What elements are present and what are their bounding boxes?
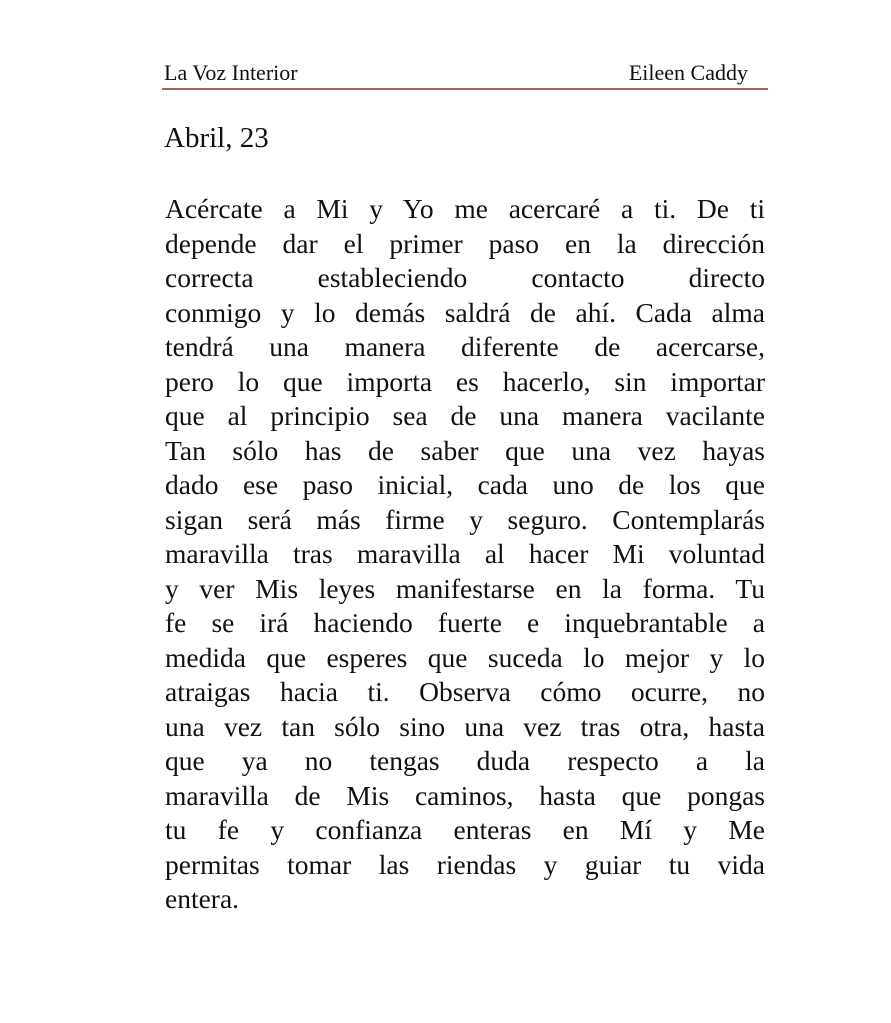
body-line: que ya no tengas duda respecto a la <box>165 745 765 776</box>
body-line: entera. <box>165 883 240 914</box>
body-line: Acércate a Mi y Yo me acercaré a ti. De ti <box>165 193 765 224</box>
body-line: y ver Mis leyes manifestarse en la forma. Tu <box>165 572 765 604</box>
body-line: maravilla tras maravilla al hacer Mi voluntad <box>165 538 765 569</box>
body-line: una vez tan sólo sino una vez tras otra, hasta <box>165 710 765 742</box>
body-line: permitas tomar las riendas y guiar tu vida <box>165 848 765 880</box>
body-line: Tan sólo has de saber que una vez hayas <box>165 434 765 466</box>
body-line: maravilla de Mis caminos, hasta que pongas <box>165 779 765 811</box>
body-line: tu fe y confianza enteras en Mí y Me <box>165 814 765 845</box>
body-line: tendrá una manera diferente de acercarse, <box>165 331 765 362</box>
body-line: conmigo y lo demás saldrá de ahí. Cada alma <box>165 296 765 328</box>
author-name: Eileen Caddy <box>628 60 748 85</box>
body-line: depende dar el primer paso en la dirección <box>165 227 765 259</box>
body-line: correcta estableciendo contacto directo <box>165 262 765 293</box>
body-line: que al principio sea de una manera vacilante <box>165 400 765 431</box>
body-line: atraigas hacia ti. Observa cómo ocurre, no <box>165 676 765 707</box>
body-line: fe se irá haciendo fuerte e inquebrantable a <box>165 607 765 638</box>
body-line: pero lo que importa es hacerlo, sin importar <box>165 365 765 397</box>
body-line: dado ese paso inicial, cada uno de los que <box>165 469 765 500</box>
body-line: sigan será más firme y seguro. Contemplarás <box>165 503 765 535</box>
running-header <box>162 58 768 90</box>
body-line: medida que esperes que suceda lo mejor y lo <box>165 641 765 673</box>
book-title: La Voz Interior <box>164 60 298 85</box>
entry-date: Abril, 23 <box>164 122 269 154</box>
entry-body <box>165 192 765 917</box>
